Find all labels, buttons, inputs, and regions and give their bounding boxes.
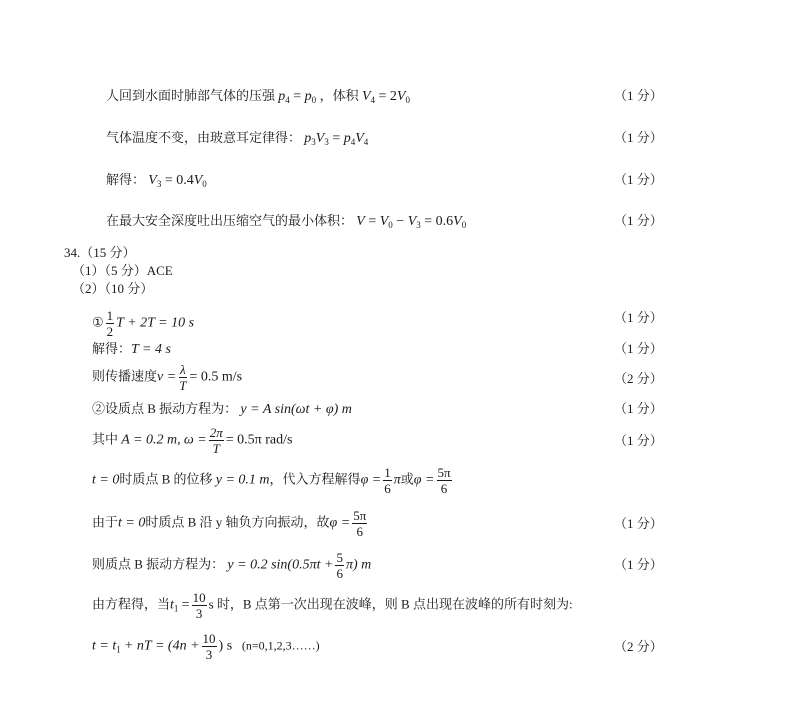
line-text: 人回到水面时肺部气体的压强 <box>106 88 276 103</box>
score-label: （1 分） <box>614 341 663 356</box>
step-3: 则传播速度v = $\frac{\lambda}{T}$ = 0.5 m/s <box>92 362 243 393</box>
fraction: $\frac{1}{2}$ <box>106 308 114 339</box>
score-label: （2 分） <box>614 371 663 386</box>
step-9: 由方程得，当$t_1$ = $\frac{10}{3}$ s 时，B 点第一次出现在波峰，则 B 点出现在波峰的所有时刻为: <box>92 590 573 621</box>
line-text: 在最大安全深度吐出压缩空气的最小体积： <box>106 213 354 228</box>
score-label: （1 分） <box>614 401 663 416</box>
score-label: （2 分） <box>614 639 663 654</box>
question-part-2: （2）（10 分） <box>72 281 154 296</box>
equation: $V_4 = 2V_0$ <box>361 89 410 105</box>
fraction: $\frac{2\pi}{T}$ <box>209 425 223 456</box>
score-label: （1 分） <box>614 213 663 228</box>
step-5: 其中 A = 0.2 m, ω = $\frac{2\pi}{T}$ = 0.5π rad/s <box>92 425 293 456</box>
step-10: $t = t_1$ + nT = (4n + $\frac{10}{3}$ ) s (n=0,1,2,3……) <box>92 631 320 662</box>
line-solve-v3 <box>106 171 207 190</box>
step-4: ②设质点 B 振动方程为： y = A sin(ωt + φ) m <box>92 401 352 417</box>
fraction: $\frac{5\pi}{6}$ <box>353 508 367 539</box>
fraction: $\frac{10}{3}$ <box>202 631 216 662</box>
equation: $p_4 = p_0$ <box>278 89 317 105</box>
step-1: ① $\frac{1}{2}$ T + 2T = 10 s <box>92 308 195 339</box>
step-6: t = 0时质点 B 的位移 y = 0.1 m，代入方程解得φ = $\frac{1}{6}$ π或φ = $\frac{5\pi}{6}$ <box>92 465 451 496</box>
line-boyle-law <box>106 129 368 148</box>
step-7: 由于t = 0时质点 B 沿 y 轴负方向振动，故φ = $\frac{5\pi}{6}$ <box>92 508 367 539</box>
score-label: （1 分） <box>614 310 663 325</box>
question-part-1: （1）（5 分）ACE <box>72 263 173 278</box>
equation: $V_3 = 0.4V_0$ <box>148 173 207 189</box>
fraction: $\frac{5}{6}$ <box>336 550 343 581</box>
score-label: （1 分） <box>614 130 663 145</box>
line-min-volume <box>106 212 466 231</box>
equation: $V = V_0 - V_3 = 0.6V_0$ <box>356 214 467 230</box>
line-text: ，体积 <box>319 88 359 103</box>
score-label: （1 分） <box>614 557 663 572</box>
fraction: $\frac{10}{3}$ <box>192 590 206 621</box>
equation: $p_3V_3 = p_4V_4$ <box>304 131 369 147</box>
score-label: （1 分） <box>614 172 663 187</box>
fraction: $\frac{1}{6}$ <box>384 465 391 496</box>
score-label: （1 分） <box>614 516 663 531</box>
step-2: 解得：T = 4 s <box>92 341 171 357</box>
fraction: $\frac{5\pi}{6}$ <box>437 465 451 496</box>
question-heading: 34.（15 分） <box>64 245 136 260</box>
step-8: 则质点 B 振动方程为： y = 0.2 sin(0.5πt + $\frac{5}{6}$ π) m <box>92 550 372 581</box>
line-text: 气体温度不变，由玻意耳定律得： <box>106 130 302 145</box>
score-label: （1 分） <box>614 433 663 448</box>
score-label: （1 分） <box>614 88 663 103</box>
line-pressure-volume <box>106 87 410 106</box>
fraction: $\frac{\lambda}{T}$ <box>179 362 187 393</box>
line-text: 解得： <box>106 172 146 187</box>
